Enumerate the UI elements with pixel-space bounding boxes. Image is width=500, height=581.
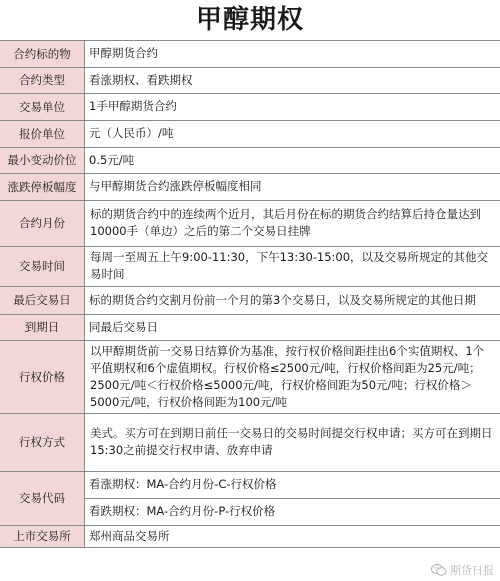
row-label-exchange: 上市交易所 [0,525,85,547]
row-label-trading-unit: 交易单位 [0,93,85,120]
table-row [0,340,500,413]
table-row [0,120,500,147]
table-row [0,93,500,120]
table-row [0,67,500,93]
table-row [0,413,500,471]
row-label-exercise-style: 行权方式 [0,413,85,471]
watermark-text: 期货日报 [450,564,494,577]
table-row [0,173,500,200]
row-value-underlying: 甲醇期货合约 [85,41,500,67]
page-title: 甲醇期权 [0,0,500,41]
row-label-trading-hours: 交易时间 [0,246,85,286]
row-value-expiration: 同最后交易日 [85,314,500,340]
table-row [0,147,500,173]
row-value-strike-price: 以甲醇期货前一交易日结算价为基准，按行权价格间距挂出6个实值期权、1个平值期权和6个虚值期权。行权价格≤2500元/吨，行权价格间距为25元/吨；2500元/吨＜行权价格≤5000元/吨，行权价格间距为50元/吨；行权价格＞5000元/吨，行权价格间距为100元/吨 [85,340,500,413]
row-value-quote-unit: 元（人民币）/吨 [85,120,500,147]
row-value-exercise-style: 美式。买方可在到期日前任一交易日的交易时间提交行权申请；买方可在到期日15:30之前提交行权申请、放弃申请 [85,413,500,471]
table-row [0,200,500,246]
row-value-trading-hours: 每周一至周五上午9:00-11:30，下午13:30-15:00，以及交易所规定的其他交易时间 [85,246,500,286]
wechat-icon [431,563,447,577]
row-label-strike-price: 行权价格 [0,340,85,413]
table-row [0,41,500,67]
spec-table [0,41,500,548]
row-value-price-limit: 与甲醇期货合约涨跌停板幅度相同 [85,173,500,200]
row-label-underlying: 合约标的物 [0,41,85,67]
table-row [0,246,500,286]
row-value-contract-type: 看涨期权、看跌期权 [85,67,500,93]
row-label-tick-size: 最小变动价位 [0,147,85,173]
row-value-last-trading-day: 标的期货合约交割月份前一个月的第3个交易日，以及交易所规定的其他日期 [85,286,500,314]
row-value-exchange: 郑州商品交易所 [85,525,500,547]
row-value-ticker-call: 看涨期权：MA-合约月份-C-行权价格 [85,471,500,498]
row-label-quote-unit: 报价单位 [0,120,85,147]
table-row [0,525,500,547]
row-label-ticker: 交易代码 [0,471,85,525]
watermark [431,562,494,578]
row-label-expiration: 到期日 [0,314,85,340]
row-label-last-trading-day: 最后交易日 [0,286,85,314]
row-label-contract-months: 合约月份 [0,200,85,246]
row-label-price-limit: 涨跌停板幅度 [0,173,85,200]
table-row [0,471,500,498]
row-value-trading-unit: 1手甲醇期货合约 [85,93,500,120]
row-value-contract-months: 标的期货合约中的连续两个近月，其后月份在标的期货合约结算后持仓量达到10000手（单边）之后的第二个交易日挂牌 [85,200,500,246]
row-label-contract-type: 合约类型 [0,67,85,93]
table-row [0,286,500,314]
row-value-ticker-put: 看跌期权：MA-合约月份-P-行权价格 [85,498,500,525]
table-row [0,314,500,340]
row-value-tick-size: 0.5元/吨 [85,147,500,173]
